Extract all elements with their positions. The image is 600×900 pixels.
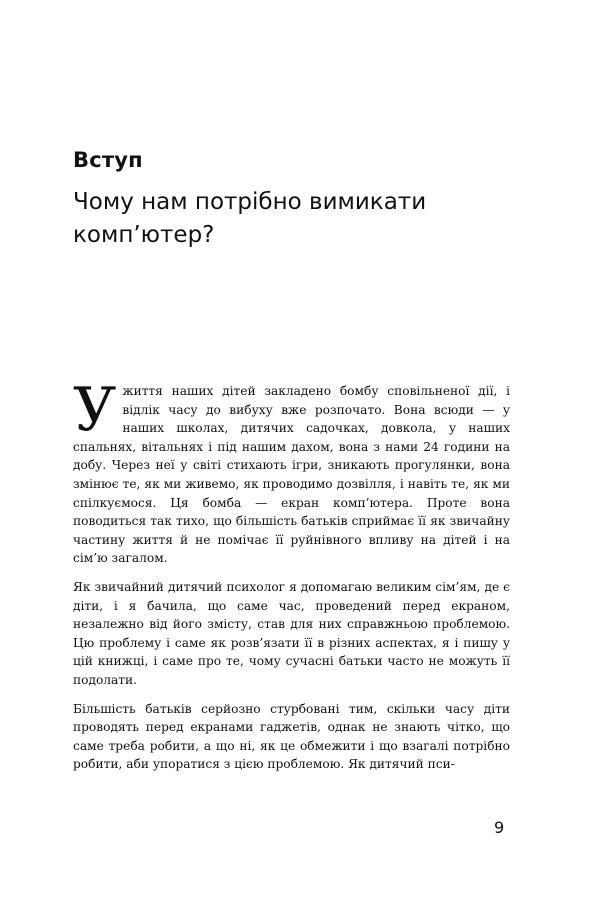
paragraph-1-text: життя наших дітей закладено бомбу сповільненої дії, і відлік часу до вибуху вже розпочато. Вона всюди — у наших школах, дитячих садочках, довкола, у наших спальнях, вітальнях і під нашим дахом, вона з нами 24 години на добу. Через неї у світі стихають ігри, зникають прогулянки, вона змінює те, як ми живемо, як проводимо дозвілля, і навіть те, як ми спілкуємося. Ця бомба — екран комп’ютера. Проте вона поводиться так тихо, що більшість батьків сприймає її як звичайну частину життя й не помічає її руйнівного впливу на дітей і на сім’ю загалом. <box>73 384 510 566</box>
paragraph-3: Більшість батьків серйозно стурбовані тим, скільки часу діти проводять перед екранами гаджетів, однак не знають чітко, що саме треба робити, а що ні, як це обмежити і що взагалі потрібно робити, аби упоратися з цією проблемою. Як дитячий пси- <box>73 701 510 772</box>
paragraph-1 <box>73 375 510 568</box>
chapter-title-line-2: комп’ютер? <box>73 222 215 248</box>
chapter-label: Вступ <box>73 148 143 172</box>
paragraph-2: Як звичайний дитячий психолог я допомагаю великим сім’ям, де є діти, і я бачила, що саме час, проведений перед екраном, незалежно від його змісту, став для них справжньою проблемою. Цю проблему і саме як розв’язати її в різних аспектах, я і пишу у цій книжці, і саме про те, чому сучасні батьки часто не можуть її подолати. <box>73 579 510 687</box>
body-text <box>73 375 510 784</box>
chapter-title-line-1: Чому нам потрібно вимикати <box>73 189 427 215</box>
drop-cap: У <box>73 375 117 445</box>
chapter-title <box>73 186 533 252</box>
page-number: 9 <box>494 818 505 837</box>
